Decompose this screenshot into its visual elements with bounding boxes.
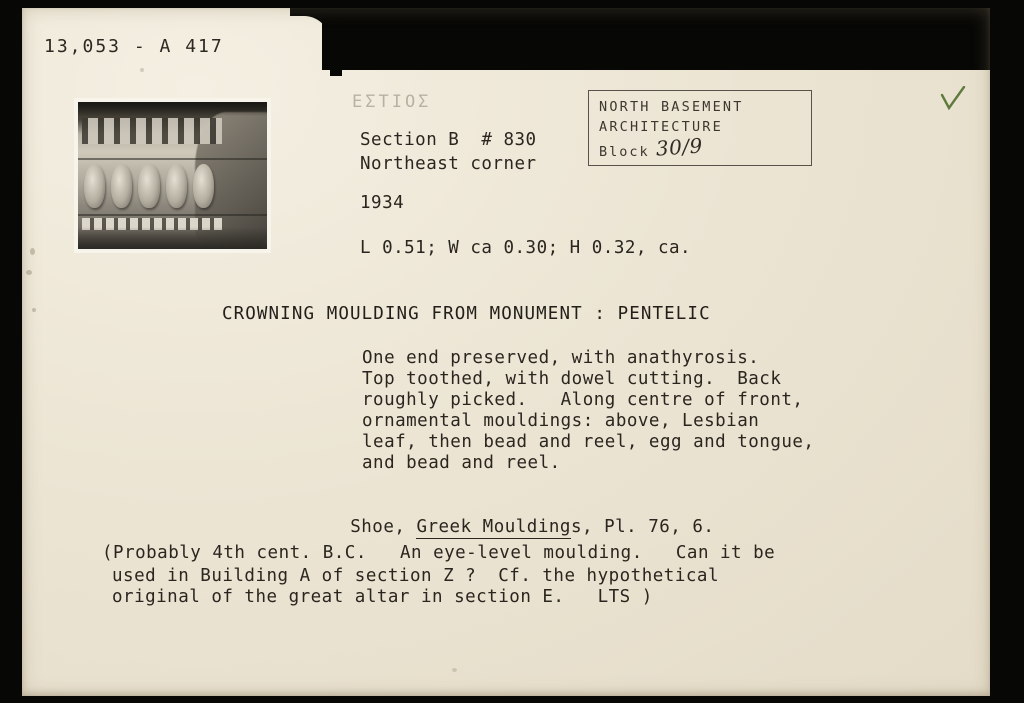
photo-dentil-band (82, 118, 222, 144)
stamp-block-line (599, 133, 803, 161)
note-line: (Probably 4th cent. B.C. An eye-level moulding. Can it be (102, 543, 776, 563)
stamp-block-value: 30/9 (654, 133, 704, 161)
photo-egg (193, 164, 214, 208)
note-line: used in Building A of section Z ? Cf. the hypothetical (112, 566, 719, 586)
reference-author: Shoe, (350, 517, 417, 537)
check-mark-icon (940, 86, 966, 114)
stone-moulding-photograph (78, 102, 267, 249)
object-title: CROWNING MOULDING FROM MONUMENT : PENTELIC (222, 304, 711, 324)
location-line: Northeast corner (360, 154, 537, 174)
paper-speck (26, 270, 32, 275)
card-tab-notch (322, 8, 1012, 70)
photo-egg (111, 164, 132, 208)
stamp-line-1: NORTH BASEMENT (599, 99, 744, 115)
photo-frame (74, 98, 271, 253)
photo-top-shadow (78, 102, 267, 116)
north-basement-stamp (588, 90, 812, 166)
card-tab-corner (290, 16, 330, 76)
photo-band-lower (78, 214, 267, 216)
index-card (22, 8, 990, 696)
photo-egg (166, 164, 187, 208)
description-line: and bead and reel. (362, 453, 561, 473)
description-line: Top toothed, with dowel cutting. Back (362, 369, 782, 389)
reference-citation: Pl. 76, 6. (604, 517, 715, 537)
accession-number: 13,053 - A 417 (44, 36, 224, 57)
erased-ghost-text: ΕΣΤΙΟΣ (352, 92, 432, 112)
photo-band-upper (78, 158, 267, 160)
stamp-block-label: Block (599, 144, 650, 160)
reference-publication-title: Greek Moulding (416, 517, 571, 537)
year-line: 1934 (360, 193, 405, 213)
photo-egg (138, 164, 159, 208)
reference-title-tail: s, (570, 517, 605, 537)
photo-egg-and-tongue (84, 164, 214, 210)
description-line: One end preserved, with anathyrosis. (362, 348, 760, 368)
photo-egg (84, 164, 105, 208)
description-line: ornamental mouldings: above, Lesbian (362, 411, 760, 431)
stamp-line-2: ARCHITECTURE (599, 119, 723, 135)
paper-speck (30, 248, 35, 255)
description-line: roughly picked. Along centre of front, (362, 390, 804, 410)
dimensions-line: L 0.51; W ca 0.30; H 0.32, ca. (360, 238, 692, 258)
description-line: leaf, then bead and reel, egg and tongue, (362, 432, 815, 452)
paper-speck (32, 308, 36, 312)
note-line: original of the great altar in section E. LTS ) (112, 587, 653, 607)
paper-speck (140, 68, 144, 72)
section-line: Section B # 830 (360, 130, 537, 150)
paper-speck (452, 668, 457, 672)
photo-bottom-shadow (78, 227, 267, 249)
